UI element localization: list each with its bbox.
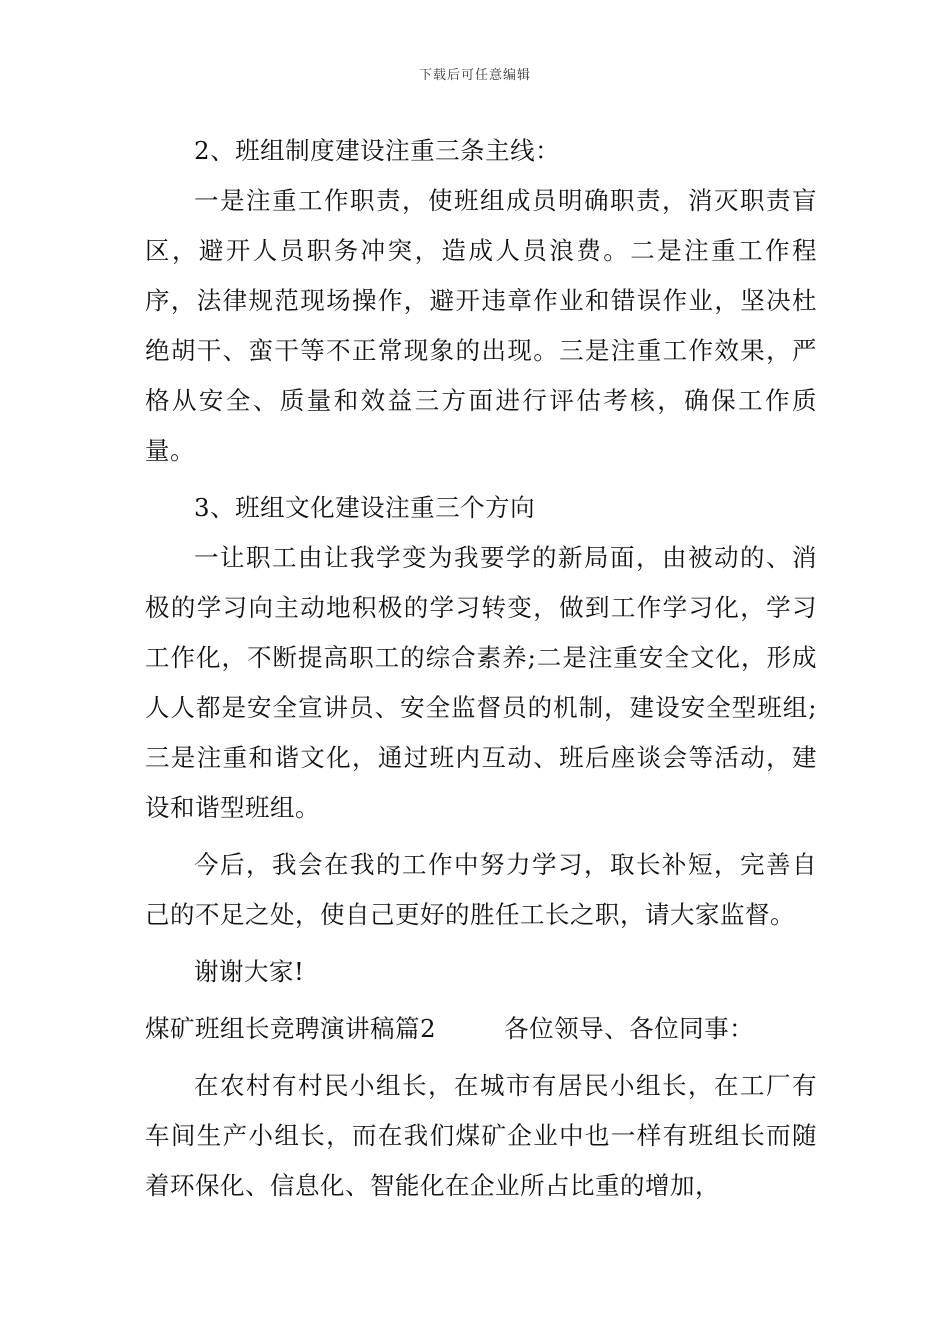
document-body <box>145 126 817 1218</box>
paragraph-responsibilities: 一是注重工作职责，使班组成员明确职责，消灭职责盲区，避开人员职务冲突，造成人员浪费。二是注重工作程序，法律规范现场操作，避开违章作业和错误作业，坚决杜绝胡干、蛮干等不正常现象的出现。三是注重工作效果，严格从安全、质量和效益三方面进行评估考核，确保工作质量。 <box>145 186 817 465</box>
speech-greeting: 各位领导、各位同事： <box>504 1014 755 1043</box>
section-heading-2: 2、班组制度建设注重三条主线： <box>194 136 561 165</box>
speech-title: 煤矿班组长竞聘演讲稿篇2 <box>145 1014 437 1043</box>
speech-title-line <box>145 1004 817 1054</box>
paragraph-future: 今后，我会在我的工作中努力学习，取长补短，完善自己的不足之处，使自己更好的胜任工长之职，请大家监督。 <box>145 850 817 929</box>
section-heading-3: 3、班组文化建设注重三个方向 <box>194 493 536 522</box>
page-header: 下载后可任意编辑 <box>418 68 531 83</box>
paragraph-opening: 在农村有村民小组长，在城市有居民小组长，在工厂有车间生产小组长，而在我们煤矿企业中也一样有班组长而随着环保化、信息化、智能化在企业所占比重的增加， <box>145 1071 817 1200</box>
paragraph-culture: 一让职工由让我学变为我要学的新局面，由被动的、消极的学习向主动地积极的学习转变，做到工作学习化，学习工作化，不断提高职工的综合素养;二是注重安全文化，形成人人都是安全宣讲员、安全监督员的机制，建设安全型班组;三是注重和谐文化，通过班内互动、班后座谈会等活动，建设和谐型班组。 <box>145 543 817 822</box>
paragraph-thanks: 谢谢大家! <box>194 957 305 986</box>
